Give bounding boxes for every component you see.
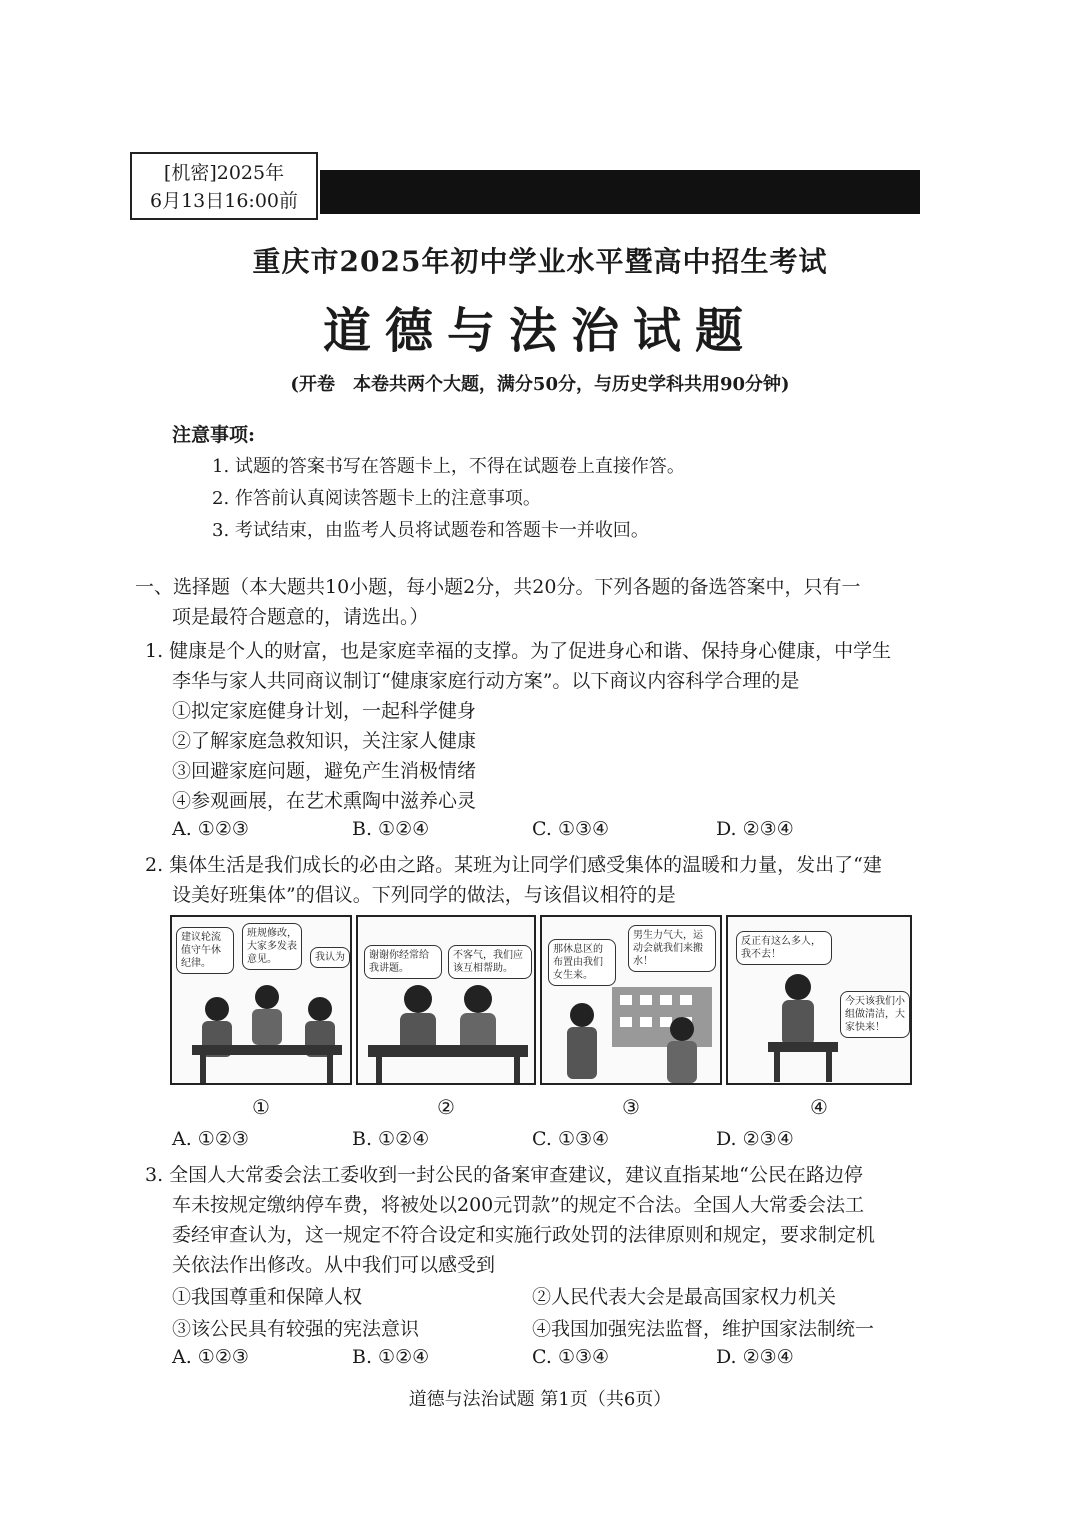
q3-option-c[interactable]: C. ①③④	[532, 1346, 610, 1368]
main-title: 道德与法治试题	[322, 303, 757, 359]
speech-bubble: 反正有这么多人，我不去！	[736, 931, 832, 965]
two-students-illustration	[358, 917, 536, 1085]
q1-stem-line-2: 李华与家人共同商议制订“健康家庭行动方案”。以下商议内容科学合理的是	[172, 670, 800, 692]
redaction-bar	[320, 170, 920, 214]
speech-bubble: 建议轮流值守午休纪律。	[176, 927, 234, 974]
speech-bubble: 谢谢你经常给我讲题。	[364, 945, 442, 979]
exam-subtitle: (开卷 本卷共两个大题，满分50分，与历史学科共用90分钟)	[290, 374, 790, 395]
q1-item: ③回避家庭问题，避免产生消极情绪	[172, 760, 477, 782]
speech-bubble: 不客气，我们应该互相帮助。	[448, 945, 532, 979]
comic-panel-3	[540, 915, 722, 1085]
q1-item: ④参观画展，在艺术熏陶中滋养心灵	[172, 790, 477, 812]
q2-stem-line-2: 设美好班集体”的倡议。下列同学的做法，与该倡议相符的是	[172, 884, 676, 906]
students-desk-illustration	[172, 917, 352, 1085]
notes-heading: 注意事项:	[172, 424, 256, 446]
speech-bubble: 班规修改，大家多发表意见。	[242, 923, 302, 970]
panel-label-1: ①	[252, 1095, 270, 1119]
panel-label-4: ④	[810, 1095, 828, 1119]
section-heading-line-2: 项是最符合题意的，请选出。）	[172, 606, 429, 628]
stamp-line-1: [机密]2025年	[163, 162, 285, 184]
speech-bubble: 今天该我们小组做清洁，大家快来！	[840, 991, 910, 1038]
comic-panel-1	[170, 915, 352, 1085]
speech-bubble: 我认为	[310, 947, 350, 968]
q3-item: ③该公民具有较强的宪法意识	[172, 1318, 420, 1340]
q3-option-a[interactable]: A. ①②③	[172, 1346, 249, 1368]
confidential-stamp	[130, 152, 318, 220]
page-footer: 道德与法治试题 第1页（共6页）	[408, 1389, 672, 1410]
note-item: 1. 试题的答案书写在答题卡上，不得在试题卷上直接作答。	[212, 456, 685, 477]
q2-option-d[interactable]: D. ②③④	[716, 1128, 794, 1150]
q1-stem-line-1: 1. 健康是个人的财富，也是家庭幸福的支撑。为了促进身心和谐、保持身心健康，中学生	[145, 640, 892, 662]
q2-stem-line-1: 2. 集体生活是我们成长的必由之路。某班为让同学们感受集体的温暖和力量，发出了“建	[145, 854, 882, 876]
q3-stem-line-2: 车未按规定缴纳停车费，将被处以200元罚款”的规定不合法。全国人大常委会法工	[172, 1194, 864, 1216]
q1-item: ①拟定家庭健身计划，一起科学健身	[172, 700, 477, 722]
q1-item: ②了解家庭急救知识，关注家人健康	[172, 730, 477, 752]
q3-option-d[interactable]: D. ②③④	[716, 1346, 794, 1368]
q3-item: ①我国尊重和保障人权	[172, 1286, 363, 1308]
comic-panel-2	[356, 915, 536, 1085]
school-building-illustration	[542, 917, 722, 1085]
note-item: 3. 考试结束，由监考人员将试题卷和答题卡一并收回。	[212, 520, 649, 541]
student-refusing-illustration	[728, 917, 912, 1085]
q1-option-c[interactable]: C. ①③④	[532, 818, 610, 840]
comic-panel-4	[726, 915, 912, 1085]
section-heading-line-1: 一、选择题（本大题共10小题，每小题2分，共20分。下列各题的备选答案中，只有一	[135, 576, 861, 598]
q3-stem-line-4: 关依法作出修改。从中我们可以感受到	[172, 1254, 496, 1276]
q2-option-a[interactable]: A. ①②③	[172, 1128, 249, 1150]
q3-option-b[interactable]: B. ①②④	[352, 1346, 430, 1368]
q3-item: ②人民代表大会是最高国家权力机关	[532, 1286, 837, 1308]
note-item: 2. 作答前认真阅读答题卡上的注意事项。	[212, 488, 541, 509]
q1-option-d[interactable]: D. ②③④	[716, 818, 794, 840]
exam-title: 重庆市2025年初中学业水平暨高中招生考试	[252, 245, 828, 278]
q1-option-b[interactable]: B. ①②④	[352, 818, 430, 840]
q3-item: ④我国加强宪法监督，维护国家法制统一	[532, 1318, 875, 1340]
q2-option-c[interactable]: C. ①③④	[532, 1128, 610, 1150]
speech-bubble: 男生力气大，运动会就我们来搬水！	[628, 925, 716, 972]
stamp-line-2: 6月13日16:00前	[149, 190, 299, 212]
q3-stem-line-3: 委经审查认为，这一规定不符合设定和实施行政处罚的法律原则和规定，要求制定机	[172, 1224, 876, 1246]
q3-stem-line-1: 3. 全国人大常委会法工委收到一封公民的备案审查建议，建议直指某地“公民在路边停	[145, 1164, 863, 1186]
panel-label-3: ③	[622, 1095, 640, 1119]
q2-option-b[interactable]: B. ①②④	[352, 1128, 430, 1150]
q1-option-a[interactable]: A. ①②③	[172, 818, 249, 840]
panel-label-2: ②	[437, 1095, 455, 1119]
speech-bubble: 那休息区的布置由我们女生来。	[548, 939, 616, 986]
